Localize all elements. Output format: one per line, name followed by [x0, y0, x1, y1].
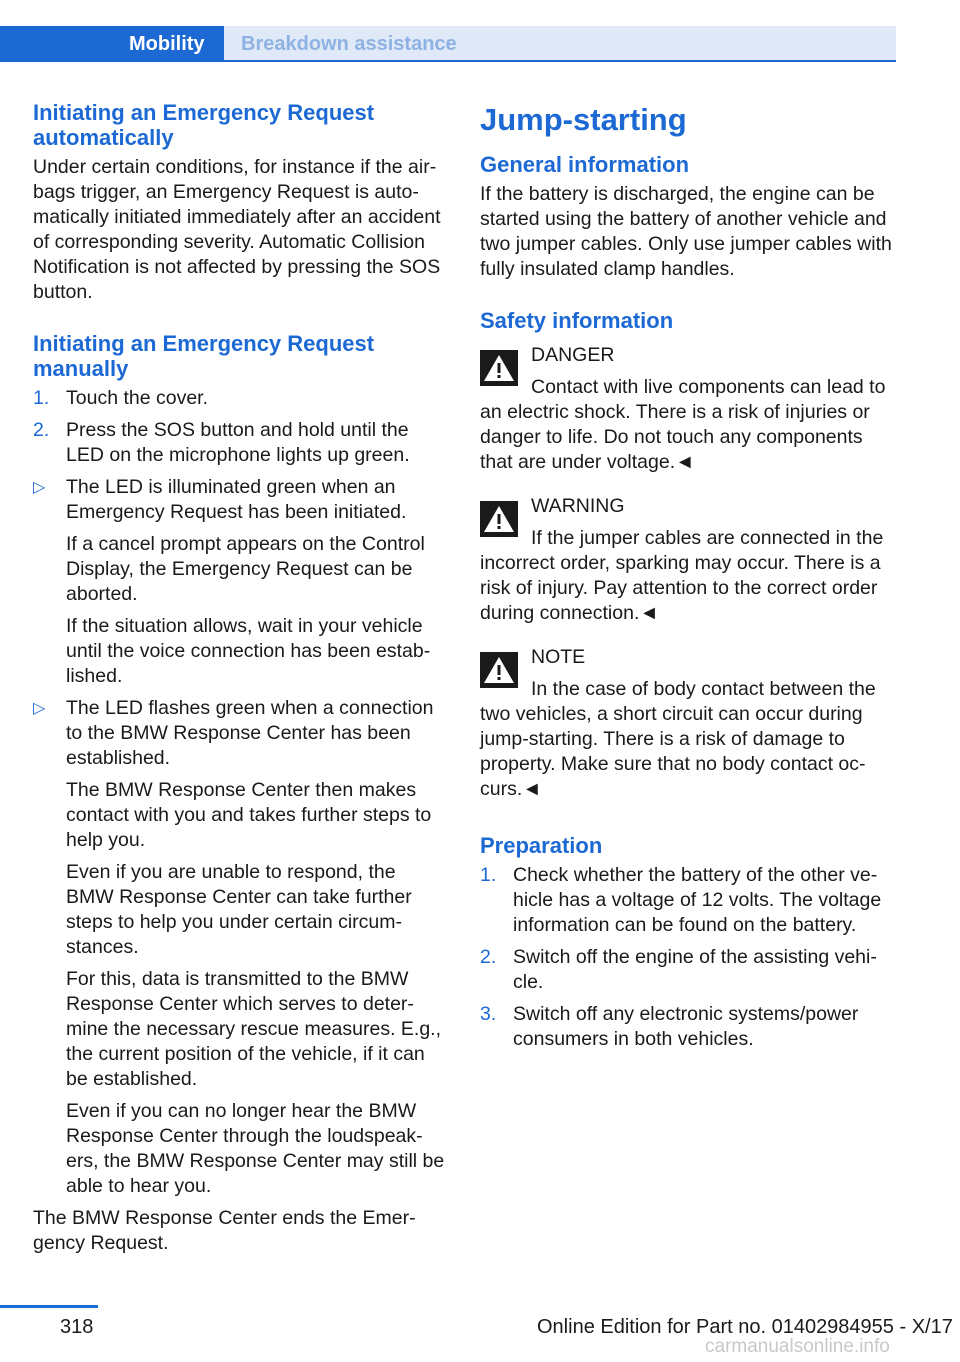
safety-info-heading: Safety information	[480, 308, 674, 333]
edition-text: Online Edition for Part no. 01402984955 - X/17	[537, 1316, 953, 1338]
step-number: 1.	[480, 864, 497, 886]
triangle-bullet-icon: ▷	[33, 479, 46, 496]
manual-request-heading: Initiating an Emergency Request manually	[33, 331, 375, 381]
warning-text: Contact with live components can lead to an electric shock. There is a risk of injuries or danger to life. Do not touch any components that are under voltage.◄	[480, 376, 886, 473]
bullet-text: Even if you can no longer hear the BMW Response Center through the loudspeakers, the BMW Response Center may still be able to hear you.	[66, 1100, 445, 1197]
step-item	[33, 386, 448, 411]
header-divider	[0, 60, 896, 62]
prep-step-item	[480, 863, 896, 938]
prep-step-item	[480, 1002, 896, 1052]
warning-label: DANGER	[531, 344, 615, 366]
prep-step-item	[480, 945, 896, 995]
auto-request-text: Under certain conditions, for instance if the airbags trigger, an Emergency Request is automatically initiated immediately after an accident of corresponding severity. Automatic Collision Notification is not affected by pressing the SOS button.	[33, 156, 441, 303]
bullet-text: If the situation allows, wait in your vehicle until the voice connection has been established.	[66, 615, 431, 687]
general-info-text: If the battery is discharged, the engine can be started using the battery of another vehicle and two jumper cables. Only use jumper cables with fully insulated clamp handles.	[480, 183, 892, 280]
warning-triangle-icon	[480, 501, 518, 537]
closing-text: The BMW Response Center ends the Emergency Request.	[33, 1207, 416, 1254]
warning-label: NOTE	[531, 646, 586, 668]
step-text: Switch off any electronic systems/power consumers in both vehicles.	[513, 1003, 859, 1050]
bullet-text: If a cancel prompt appears on the Control Display, the Emergency Request can be aborted.	[66, 533, 425, 605]
warning-label: WARNING	[531, 495, 625, 517]
bullet-text: The BMW Response Center then makes contact with you and takes further steps to help you.	[66, 779, 432, 851]
chapter-tab: Breakdown assistance	[224, 26, 896, 62]
warning-triangle-icon	[480, 652, 518, 688]
bullet-item	[33, 696, 448, 1199]
danger-warning	[480, 343, 896, 475]
step-item	[33, 418, 448, 468]
page-number: 318	[60, 1316, 94, 1338]
triangle-bullet-icon: ▷	[33, 700, 46, 717]
step-number: 3.	[480, 1003, 497, 1025]
auto-request-heading: Initiating an Emergency Request automatically	[33, 100, 375, 150]
bullet-text: The LED is illuminated green when an Emergency Request has been initiated.	[66, 476, 407, 523]
bullet-text: For this, data is transmitted to the BMW Response Center which serves to determine the necessary rescue measures. E.g., the current position of the vehicle, if it can be established.	[66, 968, 442, 1090]
bullet-text: The LED flashes green when a connection to the BMW Response Center has been established.	[66, 697, 434, 769]
watermark: carmanualsonline.info	[705, 1336, 890, 1357]
footer-divider	[0, 1305, 98, 1308]
step-text: Touch the cover.	[66, 387, 209, 409]
warning-text: If the jumper cables are connected in the incorrect order, sparking may occur. There is a risk of injury. Pay attention to the correct order during connection.◄	[480, 527, 884, 624]
bullet-text: Even if you are unable to respond, the BMW Response Center can take further steps to help you under certain circumstances.	[66, 861, 412, 958]
step-text: Switch off the engine of the assisting vehicle.	[513, 946, 877, 993]
warning-text: In the case of body contact between the two vehicles, a short circuit can occur during jump-starting. There is a risk of damage to property. Make sure that no body contact occurs.◄	[480, 678, 876, 800]
step-number: 2.	[33, 419, 50, 441]
warning-triangle-icon	[480, 350, 518, 386]
step-text: Check whether the battery of the other vehicle has a voltage of 12 volts. The voltage information can be found on the battery.	[513, 864, 882, 936]
right-column	[480, 100, 896, 1052]
warning-warning	[480, 494, 896, 626]
step-number: 1.	[33, 387, 50, 409]
section-tab: Mobility	[0, 26, 224, 62]
page-header	[0, 0, 896, 62]
note-warning	[480, 645, 896, 802]
preparation-heading: Preparation	[480, 833, 603, 858]
bullet-item	[33, 475, 448, 689]
left-column	[33, 100, 448, 1256]
step-number: 2.	[480, 946, 497, 968]
jump-starting-title: Jump-starting	[480, 102, 687, 137]
step-text: Press the SOS button and hold until the LED on the microphone lights up green.	[66, 419, 410, 466]
general-info-heading: General information	[480, 152, 690, 177]
